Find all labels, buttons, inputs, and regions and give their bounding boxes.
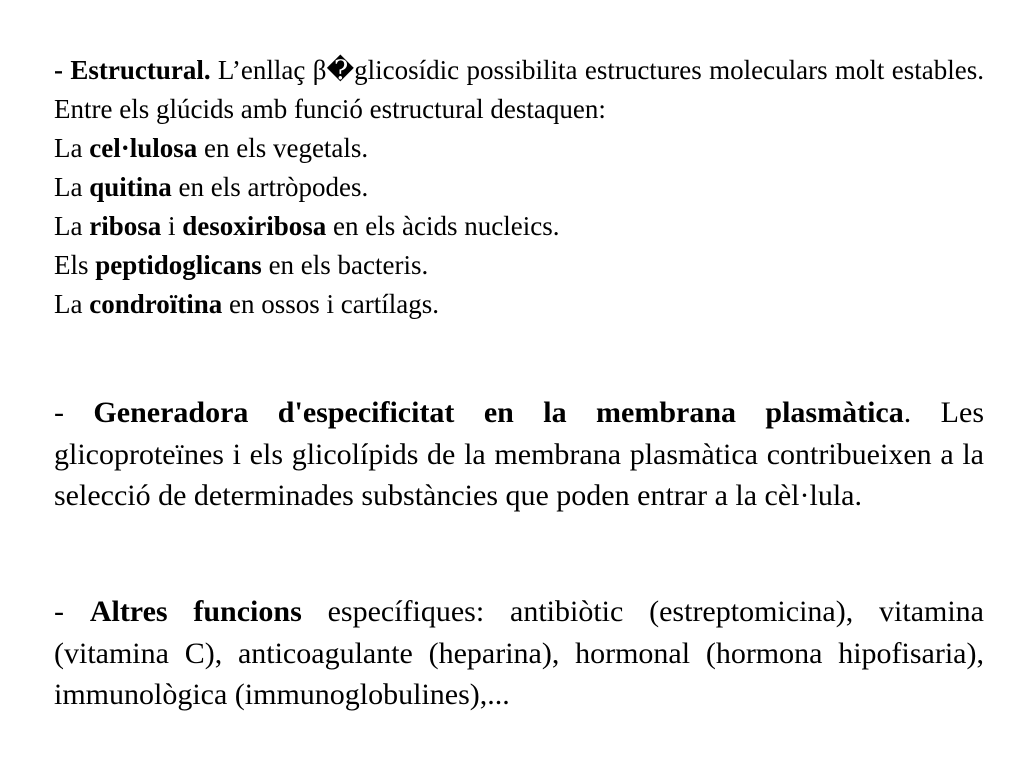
missing-glyph-box: � (326, 55, 355, 85)
membrane-period: . (903, 396, 912, 429)
other-dash: - (54, 595, 90, 628)
structural-item-chitin: La quitina en els artròpodes. (54, 172, 369, 202)
structural-intro-body: glicosídic possibilita estructures moleculars molt estables. Entre els glúcids amb funció estructural destaquen: (54, 55, 984, 124)
structural-item-chondroitin: La condroïtina en ossos i cartílags. (54, 289, 439, 319)
membrane-body: Les glicoproteïnes i els glicolípids de la membrana plasmàtica contribueixen a la selecció de determinades substàncies que poden entrar a la cèl·lula. (54, 396, 984, 512)
other-functions-paragraph (54, 591, 984, 716)
structural-heading: Estructural. (70, 55, 211, 85)
beta-symbol: β (312, 55, 327, 85)
structural-item-cellulose: La cel·lulosa en els vegetals. (54, 133, 369, 163)
structural-item-ribose: La ribosa i desoxiribosa en els àcids nucleics. (54, 211, 560, 241)
structural-item-peptidoglycans: Els peptidoglicans en els bacteris. (54, 250, 429, 280)
membrane-paragraph (54, 392, 984, 517)
other-body: específiques: antibiòtic (estreptomicina), vitamina (vitamina C), anticoagulante (heparina), hormonal (hormona hipofisaria), immunològica (immunoglobulines),... (54, 595, 985, 711)
membrane-heading: Generadora d'especificitat en la membrana plasmàtica (93, 396, 904, 429)
structural-dash: - (54, 55, 63, 85)
structural-intro-start: L’enllaç (217, 55, 306, 85)
structural-paragraph (54, 51, 984, 324)
other-heading: Altres funcions (89, 595, 302, 628)
membrane-dash: - (54, 396, 94, 429)
